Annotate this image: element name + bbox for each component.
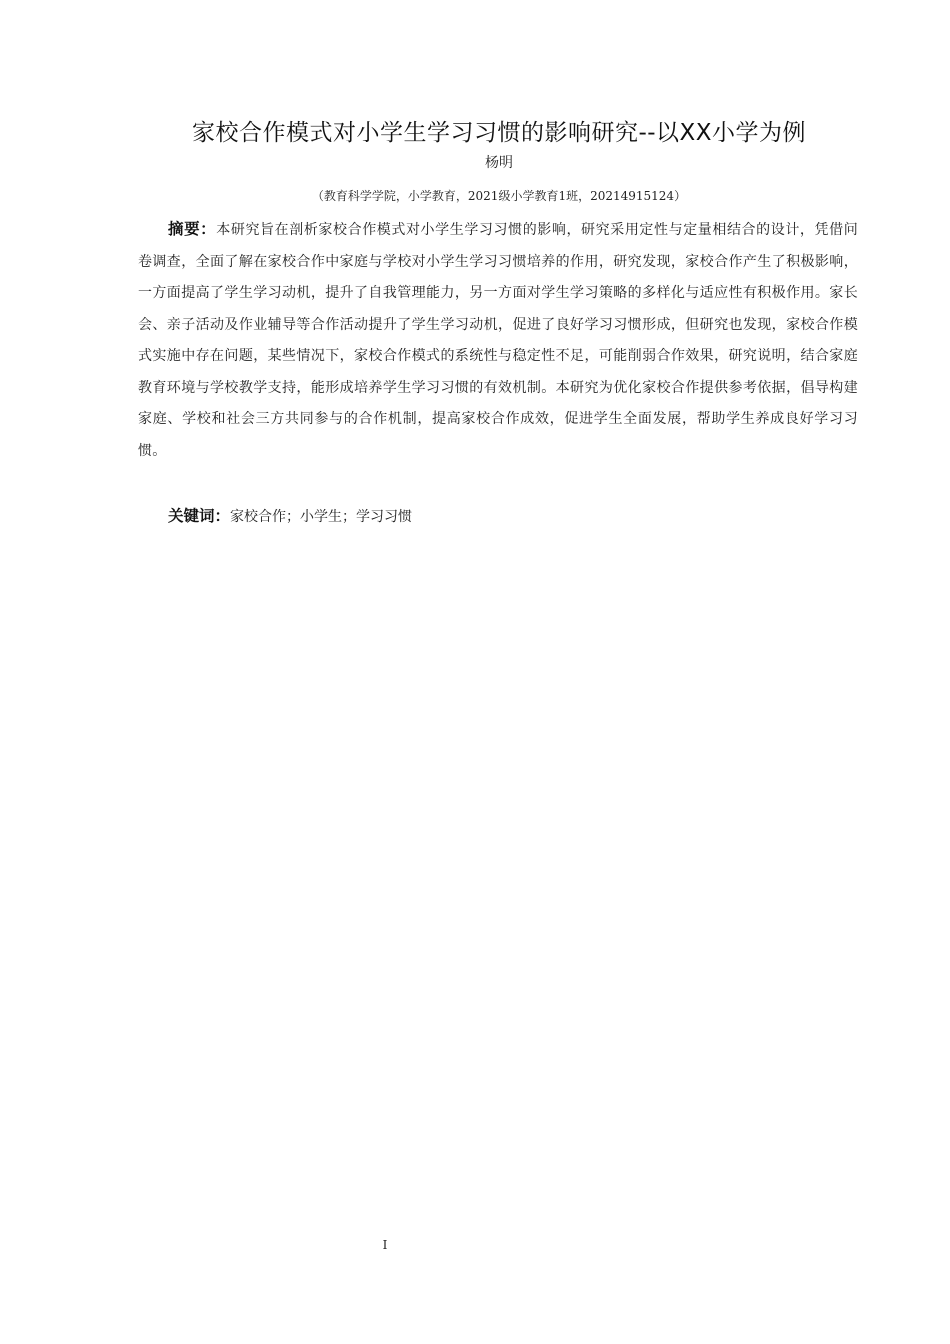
page-number: I	[382, 1238, 388, 1252]
paper-title: 家校合作模式对小学生学习习惯的影响研究--以XX小学为例	[191, 120, 807, 146]
keywords-line	[168, 501, 412, 534]
abstract-label: 摘要：	[168, 220, 217, 238]
abstract-text: 本研究旨在剖析家校合作模式对小学生学习习惯的影响，研究采用定性与定量相结合的设计，凭借问卷调查，全面了解在家校合作中家庭与学校对小学生学习习惯培养的作用，研究发现，家校合作产生了积极影响，一方面提高了学生学习动机，提升了自我管理能力，另一方面对学生学习策略的多样化与适应性有积极作用。家长会、亲子活动及作业辅导等合作活动提升了学生学习动机，促进了良好学习习惯形成，但研究也发现，家校合作模式实施中存在问题，某些情况下，家校合作模式的系统性与稳定性不足，可能削弱合作效果，研究说明，结合家庭教育环境与学校教学支持，能形成培养学生学习习惯的有效机制。本研究为优化家校合作提供参考依据，倡导构建家庭、学校和社会三方共同参与的合作机制，提高家校合作成效，促进学生全面发展，帮助学生养成良好学习习惯。	[138, 222, 858, 459]
keywords-label: 关键词：	[168, 507, 231, 525]
abstract-paragraph	[138, 214, 858, 467]
author-affiliation: （教育科学学院，小学教育，2021级小学教育1班，20214915124）	[311, 189, 687, 203]
keywords-text: 家校合作；小学生；学习习惯	[230, 509, 413, 525]
author-name: 杨明	[485, 155, 513, 171]
